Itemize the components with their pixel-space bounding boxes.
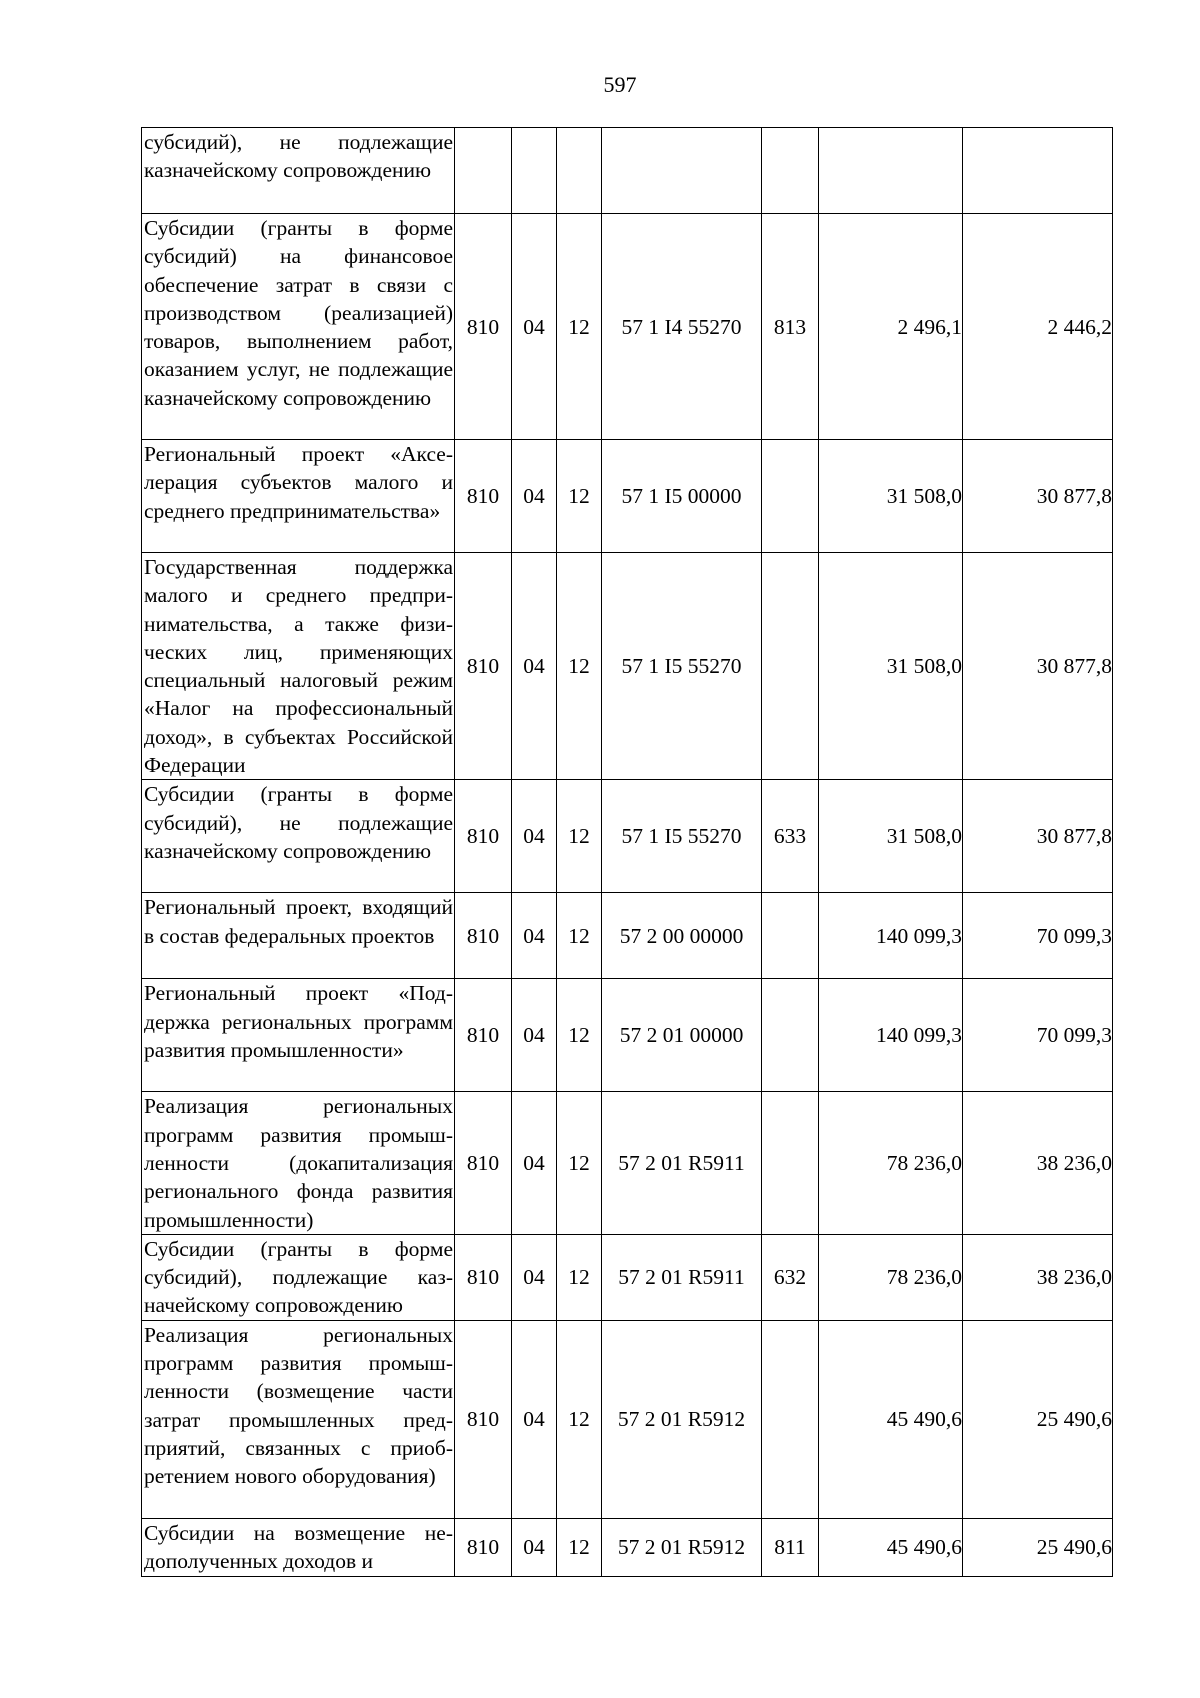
row-subsection-code: 12	[557, 553, 602, 780]
row-target-article-code: 57 2 01 R5912	[602, 1518, 762, 1576]
row-name: Субсидии на возмещение недополученных доходов и	[142, 1518, 455, 1576]
row-target-article-code: 57 1 I5 55270	[602, 553, 762, 780]
row-expense-type-code: 633	[762, 780, 819, 893]
row-expense-type-code	[762, 553, 819, 780]
row-name: Реализация региональных программ развития промышленности (докапитализация регионального фонда развития промышленности)	[142, 1092, 455, 1234]
row-expense-type-code: 813	[762, 214, 819, 440]
table-row	[142, 553, 1113, 780]
row-section-code: 04	[512, 1234, 557, 1320]
row-expense-type-code	[762, 893, 819, 979]
row-target-article-code: 57 2 01 R5912	[602, 1320, 762, 1518]
budget-table	[141, 127, 1113, 1577]
row-name: Субсидии (гранты в форме субсидий) на финансовое обеспечение затрат в связи с производством (реализацией) товаров, выполнением работ, оказанием услуг, не подлежащие казначейскому сопровождению	[142, 214, 455, 440]
row-section-code: 04	[512, 553, 557, 780]
row-subsection-code: 12	[557, 1234, 602, 1320]
row-grbs-code: 810	[455, 979, 512, 1092]
row-amount-1: 31 508,0	[819, 553, 963, 780]
row-target-article-code: 57 2 01 00000	[602, 979, 762, 1092]
row-subsection-code: 12	[557, 1092, 602, 1234]
table-row	[142, 979, 1113, 1092]
row-subsection-code	[557, 128, 602, 214]
row-section-code: 04	[512, 1518, 557, 1576]
row-section-code: 04	[512, 780, 557, 893]
row-name: Субсидии (гранты в форме субсидий), не подлежащие казначейскому сопровождению	[142, 780, 455, 893]
row-amount-2: 30 877,8	[963, 553, 1113, 780]
row-section-code: 04	[512, 893, 557, 979]
table-row	[142, 1234, 1113, 1320]
row-grbs-code: 810	[455, 1234, 512, 1320]
row-subsection-code: 12	[557, 979, 602, 1092]
row-amount-1: 140 099,3	[819, 979, 963, 1092]
row-name: Региональный проект, входящий в состав федеральных проектов	[142, 893, 455, 979]
row-grbs-code	[455, 128, 512, 214]
row-target-article-code: 57 1 I4 55270	[602, 214, 762, 440]
row-name: субсидий), не подлежащие казначейскому сопровождению	[142, 128, 455, 214]
row-target-article-code: 57 1 I5 00000	[602, 440, 762, 553]
row-amount-2: 2 446,2	[963, 214, 1113, 440]
row-amount-2: 25 490,6	[963, 1518, 1113, 1576]
row-subsection-code: 12	[557, 780, 602, 893]
row-name: Региональный проект «Поддержка региональных программ развития промышленности»	[142, 979, 455, 1092]
row-amount-2: 25 490,6	[963, 1320, 1113, 1518]
row-target-article-code: 57 2 01 R5911	[602, 1092, 762, 1234]
table-row	[142, 1320, 1113, 1518]
row-target-article-code: 57 1 I5 55270	[602, 780, 762, 893]
table-row	[142, 1092, 1113, 1234]
row-amount-1: 78 236,0	[819, 1234, 963, 1320]
row-amount-2: 38 236,0	[963, 1092, 1113, 1234]
row-name: Реализация региональных программ развития промышленности (возмещение части затрат промышленных предприятий, связанных с приобретением нового оборудования)	[142, 1320, 455, 1518]
row-amount-2: 70 099,3	[963, 893, 1113, 979]
row-grbs-code: 810	[455, 553, 512, 780]
row-target-article-code: 57 2 00 00000	[602, 893, 762, 979]
row-grbs-code: 810	[455, 214, 512, 440]
row-section-code: 04	[512, 1092, 557, 1234]
row-section-code: 04	[512, 440, 557, 553]
row-section-code: 04	[512, 979, 557, 1092]
row-grbs-code: 810	[455, 1092, 512, 1234]
row-amount-1: 45 490,6	[819, 1518, 963, 1576]
row-amount-2	[963, 128, 1113, 214]
row-grbs-code: 810	[455, 780, 512, 893]
row-section-code: 04	[512, 1320, 557, 1518]
row-grbs-code: 810	[455, 1320, 512, 1518]
row-subsection-code: 12	[557, 893, 602, 979]
row-amount-1: 31 508,0	[819, 440, 963, 553]
row-amount-1: 2 496,1	[819, 214, 963, 440]
table-row	[142, 128, 1113, 214]
row-amount-2: 30 877,8	[963, 780, 1113, 893]
row-expense-type-code	[762, 440, 819, 553]
table-row	[142, 893, 1113, 979]
row-target-article-code: 57 2 01 R5911	[602, 1234, 762, 1320]
row-amount-1: 78 236,0	[819, 1092, 963, 1234]
row-grbs-code: 810	[455, 1518, 512, 1576]
row-amount-2: 38 236,0	[963, 1234, 1113, 1320]
row-amount-1: 140 099,3	[819, 893, 963, 979]
row-expense-type-code	[762, 1092, 819, 1234]
row-grbs-code: 810	[455, 893, 512, 979]
row-subsection-code: 12	[557, 1320, 602, 1518]
row-amount-1: 31 508,0	[819, 780, 963, 893]
row-subsection-code: 12	[557, 440, 602, 553]
row-grbs-code: 810	[455, 440, 512, 553]
row-amount-2: 30 877,8	[963, 440, 1113, 553]
row-expense-type-code	[762, 128, 819, 214]
row-subsection-code: 12	[557, 1518, 602, 1576]
row-expense-type-code: 632	[762, 1234, 819, 1320]
table-row	[142, 1518, 1113, 1576]
row-section-code: 04	[512, 214, 557, 440]
row-amount-1	[819, 128, 963, 214]
row-name: Региональный проект «Акселерация субъектов малого и среднего предпринимательства»	[142, 440, 455, 553]
table-row	[142, 214, 1113, 440]
row-expense-type-code: 811	[762, 1518, 819, 1576]
table-row	[142, 780, 1113, 893]
row-amount-1: 45 490,6	[819, 1320, 963, 1518]
row-section-code	[512, 128, 557, 214]
row-amount-2: 70 099,3	[963, 979, 1113, 1092]
row-expense-type-code	[762, 1320, 819, 1518]
row-subsection-code: 12	[557, 214, 602, 440]
table-row	[142, 440, 1113, 553]
row-name: Субсидии (гранты в форме субсидий), подлежащие казначейскому сопровождению	[142, 1234, 455, 1320]
page-number: 597	[603, 72, 637, 97]
row-target-article-code	[602, 128, 762, 214]
row-expense-type-code	[762, 979, 819, 1092]
row-name: Государственная поддержка малого и среднего предпринимательства, а также физических лиц, применяющих специальный налоговый режим «Налог на профессиональный доход», в субъектах Российской Федерации	[142, 553, 455, 780]
